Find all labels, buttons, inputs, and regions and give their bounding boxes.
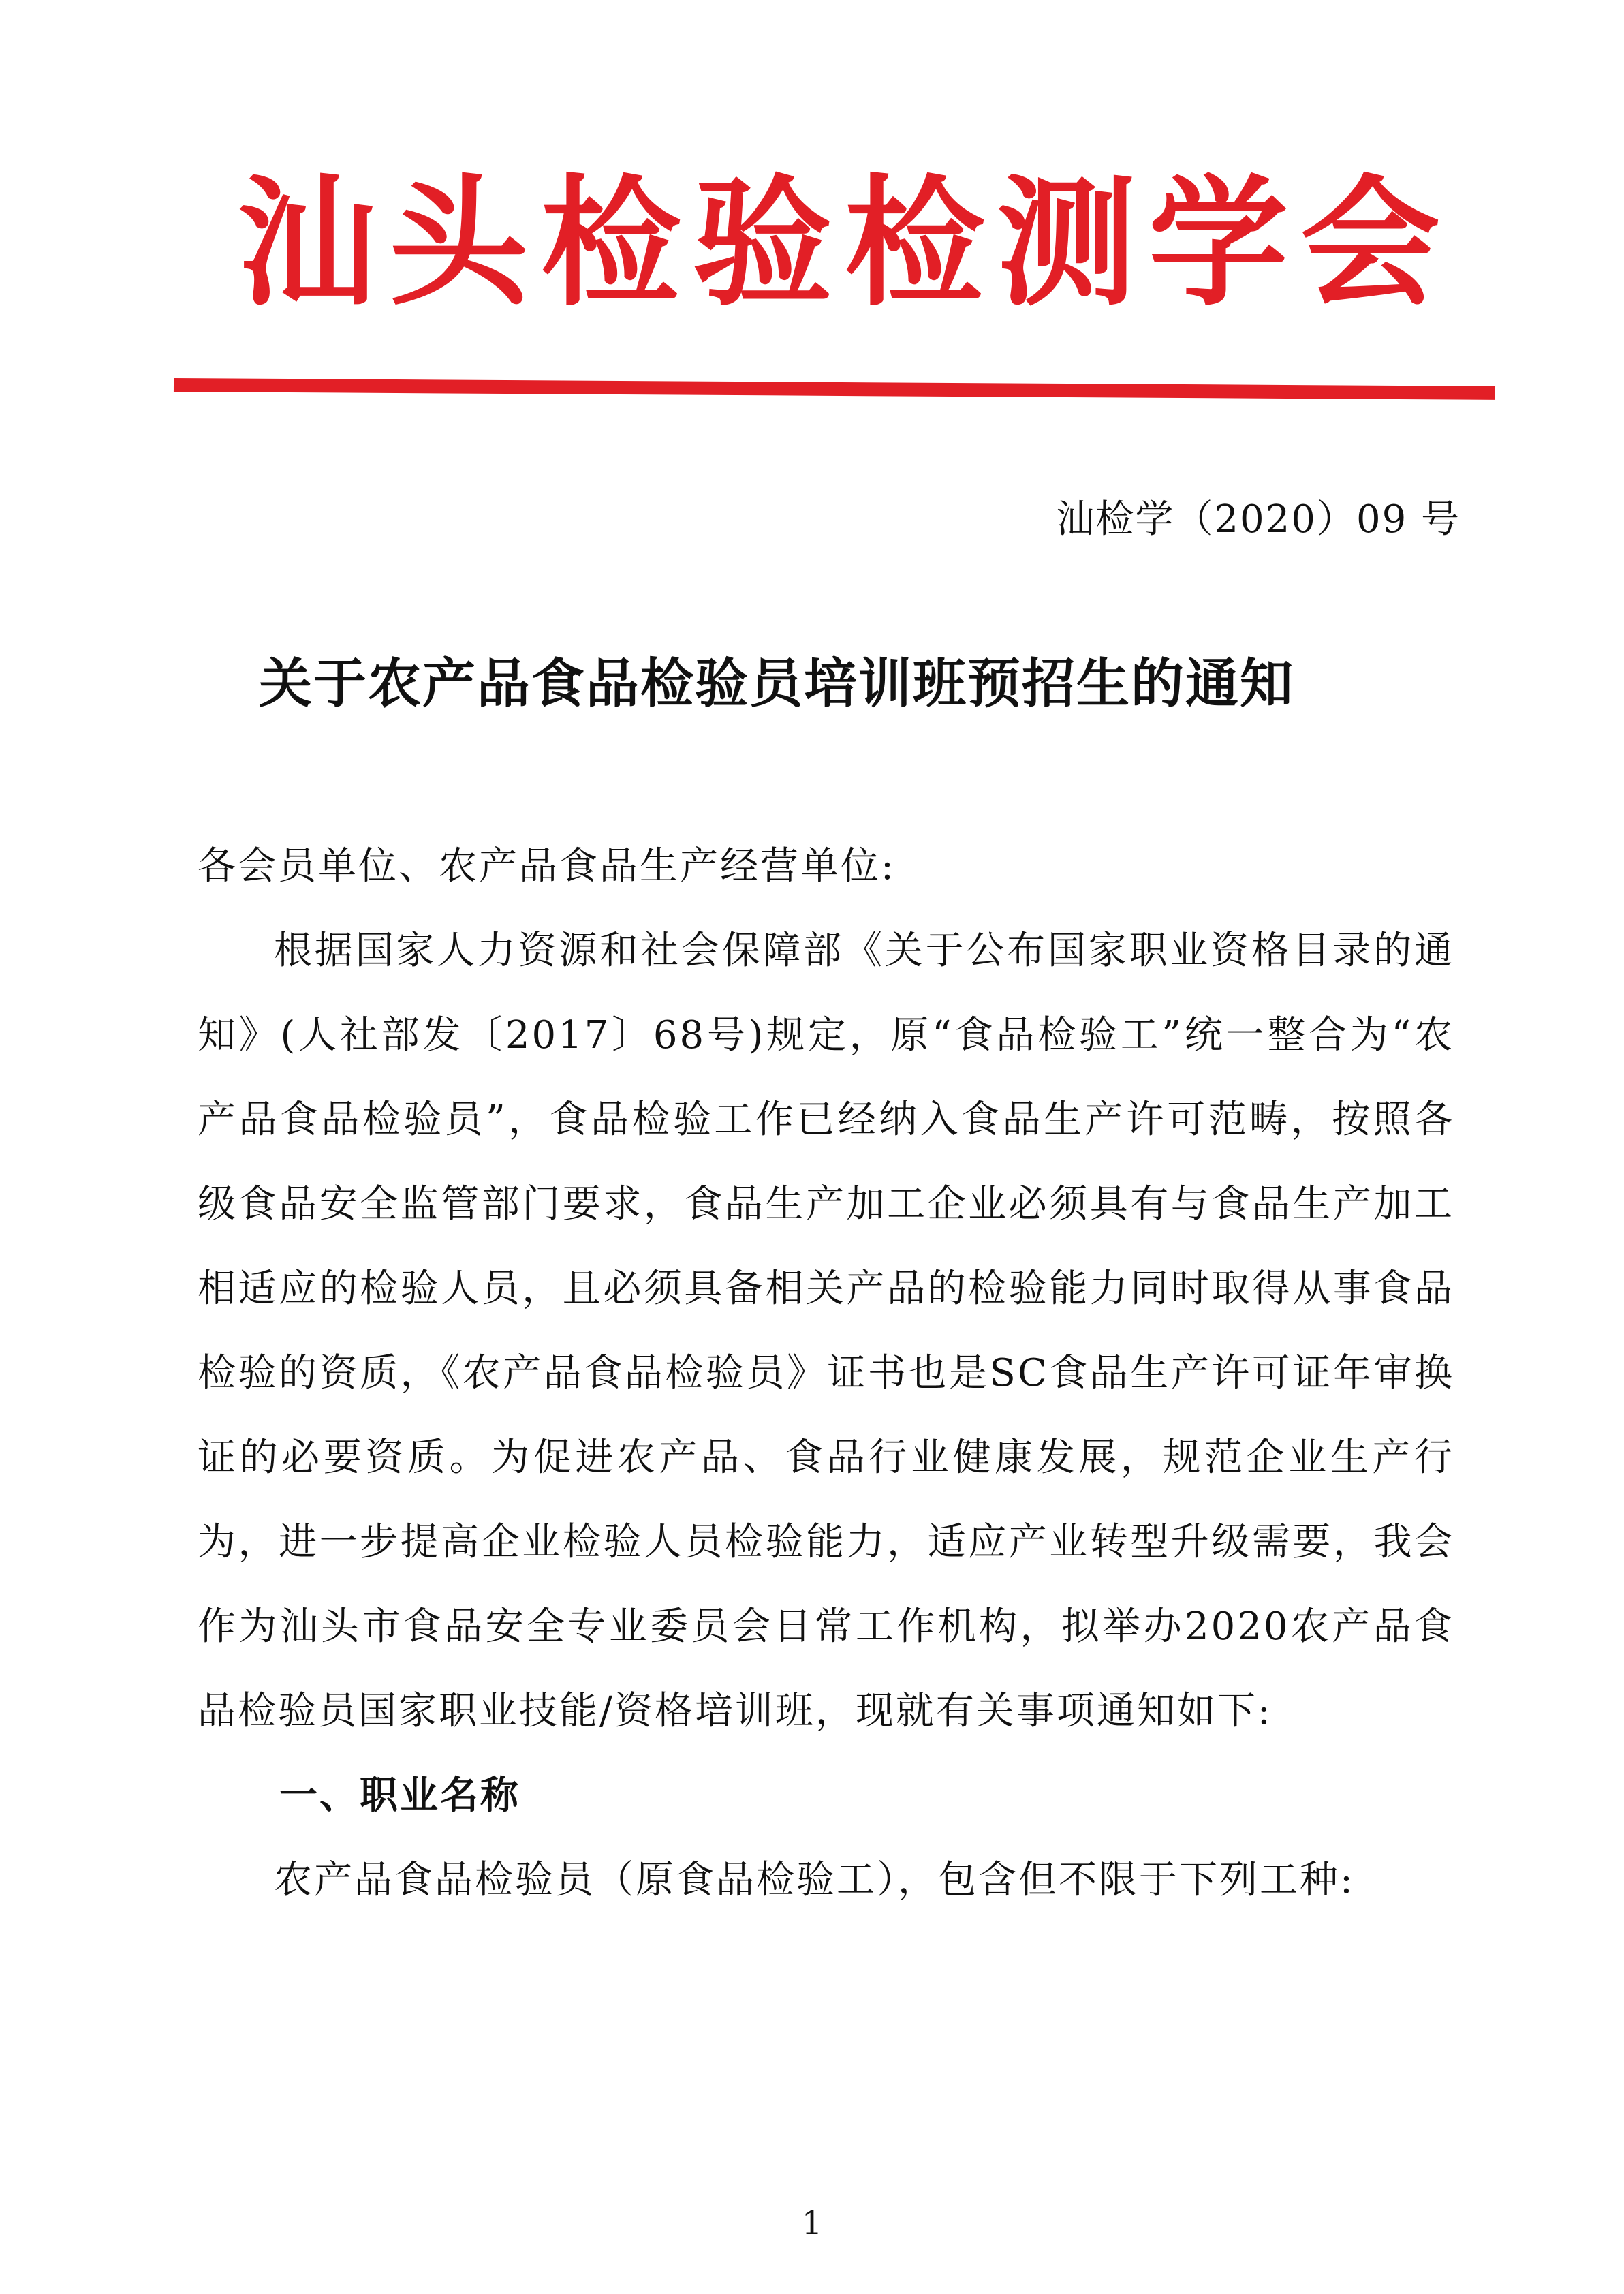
salutation: 各会员单位、农产品食品生产经营单位: (198, 844, 896, 888)
section-text-occupation: 农产品食品检验员（原食品检验工），包含但不限于下列工种: (274, 1858, 1355, 1902)
header-red-rule (174, 378, 1495, 400)
body-paragraph: 根据国家人力资源和社会保障部《关于公布国家职业资格目录的通知》(人社部发〔2017〕68号)规定，原“食品检验工”统一整合为“农产品食品检验员”，食品检验工作已经纳入食品生产许可范畴，按照各级食品安全监管部门要求，食品生产加工企业必须具有与食品生产加工相适应的检验人员，且必须具备相关产品的检验能力同时取得从事食品检验的资质，《农产品食品检验员》证书也是SC食品生产许可证年审换证的必要资质。为促进农产品、食品行业健康发展，规范企业生产行为，进一步提高企业检验人员检验能力，适应产业转型升级需要，我会作为汕头市食品安全专业委员会日常工作机构，拟举办2020农产品食品检验员国家职业技能/资格培训班，现就有关事项通知如下: (198, 929, 1454, 1733)
section-heading-occupation: 一、职业名称 (279, 1773, 520, 1818)
page-number: 1 (801, 2204, 823, 2242)
document-body (198, 824, 1454, 1923)
notice-title: 关于农产品食品检验员培训班预招生的通知 (259, 653, 1295, 715)
document-number: 汕检学（2020）09 号 (1056, 497, 1461, 542)
organization-header: 汕头检验检测学会 (237, 161, 1452, 325)
